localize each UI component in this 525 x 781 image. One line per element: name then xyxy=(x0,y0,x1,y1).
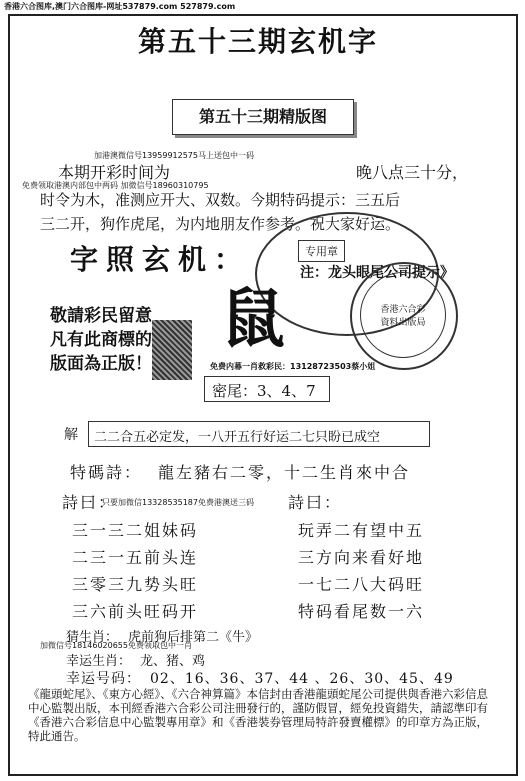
round-stamp-text: 香港六合彩資料出版局 xyxy=(380,305,426,328)
shi-right-line: 玩弄二有望中五 xyxy=(298,521,425,540)
guess-label: 猜生肖： xyxy=(66,630,119,645)
shi-right-line: 三方向来看好地 xyxy=(298,548,425,567)
shi-left-line: 三一三二姐妹码 xyxy=(72,521,199,540)
guess-text: 虎前狗后排第二《牛》 xyxy=(128,630,259,645)
page-title: 第五十三期玄机字 xyxy=(138,25,379,58)
shi-right-label: 詩曰： xyxy=(288,493,343,512)
poem-text: 龍左豬右二零，十二生肖來中合 xyxy=(158,463,411,482)
ad-line-2: 免费领取港澳内部包中两码 加微信号18960310795 xyxy=(22,181,209,190)
shi-left-label: 詩曰： xyxy=(62,493,117,512)
footer-notice: 《龍頭蛇尾》、《東方心經》、《六合神算篇》本信封由香港龍頭蛇尾公司提供與香港六彩信息中心監製出版，本刊經香港六合彩公司注冊發行的，謹防假冒，經免投資錯失，請認準印有《香港六合彩信息中心監製專用章》和《香港裝券管理局特許發賣權標》的印章方為正版，特此通告。 xyxy=(28,687,488,743)
shi-left-line: 二三一五前头连 xyxy=(72,548,199,567)
ad-line-4: 只要加微信13328535187免费港澳送三码 xyxy=(102,498,254,507)
riddle-char-box xyxy=(196,282,310,357)
warning-line-1: 敬請彩民留意 xyxy=(50,306,152,326)
jie-label: 解 xyxy=(64,427,78,443)
shi-left-line: 三零三九势头旺 xyxy=(72,575,199,594)
ad-line-1: 加港澳微信号13959912575马上送包中一码 xyxy=(94,151,254,160)
riddle-heading: 字照玄机： xyxy=(70,243,251,276)
jie-text: 二二合五必定发，一八开五行好运二七只盼已成空 xyxy=(94,430,381,445)
intro-line-3: 三二开，狗作虎尾，为内地朋友作参考。祝大家好运。 xyxy=(40,215,401,233)
warning-line-2: 凡有此商標的 xyxy=(50,330,152,350)
intro-line-1a: 本期开彩时间为 xyxy=(58,163,171,182)
lucky-numbers-label: 幸运号码： xyxy=(66,671,141,687)
shi-right-line: 特码看尾数一六 xyxy=(298,602,425,621)
shi-left-line: 三六前头旺码开 xyxy=(72,602,199,621)
intro-line-2: 时令为木，准测应开大、双数。今期特码提示：三五后 xyxy=(40,191,401,209)
trademark-image xyxy=(152,320,192,380)
shi-right-line: 一七二八大码旺 xyxy=(298,575,425,594)
intro-note: 注：龙头眼尾公司提示》 xyxy=(300,265,454,281)
riddle-tail: 密尾：3、4、7 xyxy=(212,382,316,400)
site-url-line: 香港六合图库,澳门六合图库-网址537879.com 527879.com xyxy=(4,2,236,11)
lucky-zodiac-label: 幸运生肖： xyxy=(66,654,132,669)
riddle-char: 鼠 xyxy=(221,282,285,357)
lucky-numbers-text: 02、16、36、37、44 、26、30、45、49 xyxy=(150,671,454,687)
ad-line-3: 免费内幕一肖救彩民：13128723503蔡小姐 xyxy=(210,362,376,371)
warning-line-3: 版面為正版！ xyxy=(50,354,152,374)
seal-center-text: 专用章 xyxy=(298,240,345,262)
issue-subtitle: 第五十三期精版图 xyxy=(172,99,354,135)
ad-line-5: 加微信号18146020655免费领取包中一肖 xyxy=(40,641,192,650)
poem-label: 特碼詩： xyxy=(70,463,143,482)
lucky-zodiac-text: 龙、猪、鸡 xyxy=(140,654,206,669)
intro-line-1b: 晚八点三十分， xyxy=(356,163,469,182)
